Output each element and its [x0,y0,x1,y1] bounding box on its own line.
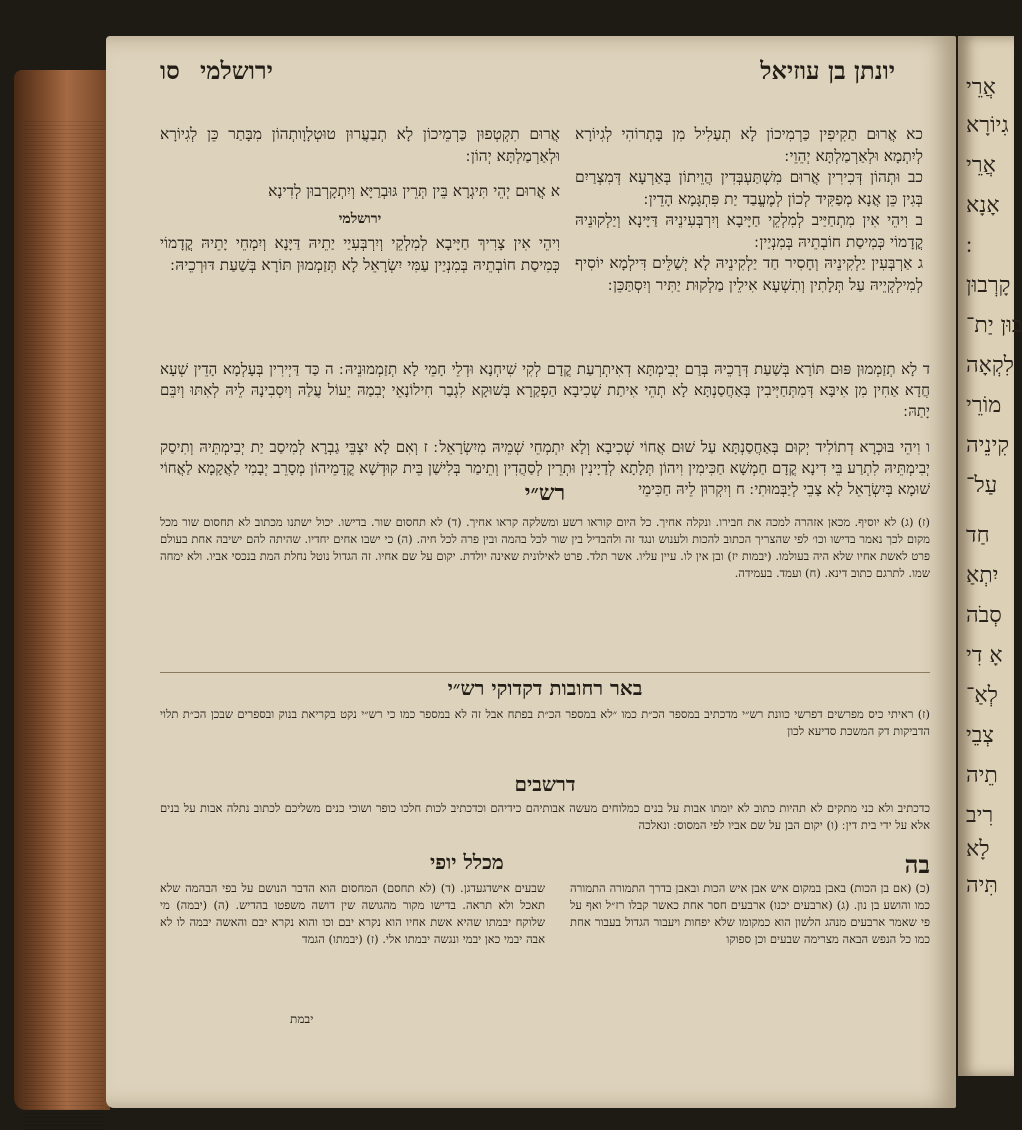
targum-yerushalmi-column [160,124,560,344]
facing-fragment: גִיוֹרָא [966,113,1009,138]
facing-fragment: עַל־ [966,473,998,498]
facing-fragment: לְאַ־ [966,683,998,708]
bottom-commentary [160,850,930,1050]
beer-rechovot-commentary: (ז) ראיתי כיס מפרשים דפרשי כוונת רש״י מדכתיב במספר הכ״ת כמו ״לא במספר הכ״ת בפתח אבל זה לא במספר כמו כי רש״י נקט בקריאת בנוק ובספרים שבכן הכ״ת תלוי הדביקות דק המשכת סדיעא לכון [160,707,930,738]
facing-fragment: מוֹרֵי [966,393,1002,418]
header-title-yerushalmi: ירושלמי [200,56,273,85]
yerushalmi-subheading: ירושלמי [338,210,382,227]
drash-commentary: כדכתיב ולא כני מתקים לא תהיות כתוב לא יומתו אבות על בנים כמלוחים מעשה אבותיהם כידיהם וכדכתיב לכות חלכו כופר ושוכי כנים משליכם לכתוב נתלה אבות על בנים אלא על ידי בית דין ׃ (ו) יקום הבן על שם אביו לפי המסוס ׃ ונאלכה [160,801,930,832]
divider [160,672,930,673]
facing-fragment: אָנָא [966,193,1000,218]
drash-heading: דרשבים [514,772,576,796]
verse-text: כב וּתְהוֹן דְּכִירִין אֲרוּם מִשְׁתַּעְבְּדִין הֲוֵיתוֹן בְּאַרְעָא דְּמִצְרַיִם בְּגִין כֵּן אֲנָא מְפַקִּיד לְכוֹן לְמֶעֱבַד יַת פִּתְגָּמָא הָדֵין ׃ [575,168,923,208]
facing-fragment: לִקְאָה [966,353,1014,378]
facing-fragment: צְבֵי [966,723,994,748]
facing-fragment: רִיב [966,803,994,828]
facing-fragment: סְבֹה [966,603,1002,628]
verse-text: ו וִיהֵי בּוּכְרָא דְתוֹלִיד יְקוּם בְּאַחֲסַנְתָּא עַל שׁוּם אֲחוֹי שְׁכִיבָא וְלָא יִתְמְחֵי שְׁמֵיהּ מִיִשְׂרָאֵל ׃ ז וְאִם לָא יִצְבֵּי גַבְרָא לְמִיסַב יַת יְבִימְתֵּיהּ וְתִיסַק יְבִימְתֵּיהּ לִתְרַע בֵּי דִינָא קֳדָם חַמְשָׁא חַכִּימִין וִיהוֹן תְּלָתָא לְדַיָינִין וּתְרֵין לְסַהֲדִין וְתֵימַר בְּלִישַׁן בֵּית קוּדְשָׁא קֳדָמֵיהוֹן מְסָרֵב יְבָמִי לַאֲקָמָא לַאֲחוֹי שׁוּמָא בְּיִשְׂרָאֵל לָא צָבֵי לְיַבְּמוּתִי ׃ ח וְיִקְרוּן לֵיהּ חַכִּימֵי [160,438,930,498]
facing-fragment: תֵיה [966,763,998,788]
facing-fragment: חַד [966,523,990,548]
verse-text: וִיהֵי אִין צָרִיךְ חַיָּיבָא לְמִלְקֵי וְיִרְבְּעִיַי יַתֵיהּ דַּיָּנָא וְיִמְחֵי יָתֵיהּ קֳדָמוֹי כְּמִיסַת חוֹבְתֵיהּ בְּמִנְיַין עַמִּי יִשְׂרָאֵל לָא תְּזַמְמוּן תּוֹרָא בְּשַׁעַת דּוּרְכֵיהּ ׃ [160,234,560,274]
commentary-column-right: (כ) (אם בן הכות) באבן במקום איש אבן איש הכות ובאבן בדרך התמורה התמורה כמו והושע בן נון. (ג) (ארבעים יכנו) ארבעים חסר אחת כאשר קבלו רז״ל ואף על פי שאמר ארבעים מנהג הלשון הוא כמקומו שלא יפחות ויעבור הגדול בעבור אחת כמו כל הנפש הבאה מצרימה שבעים וכן ספוקו [570,881,930,946]
facing-fragment: אָ דִי [966,643,1003,668]
beer-rechovot-heading: באר רחובות דקדוקי רש״י [447,676,643,700]
verse-text: ג אַרְבְּעִין יַלְקִינֵיהּ וְחָסִיר חַד יַלְקִינֵיהּ לָא יְשַׁלֵּים דִּילְמָא יוֹסִיף לְמִילְקְיֵיהּ עַל תְּלָתִין וְתִשְׁעָא אִילֵין מַלְקוּת יַתִּיר וְיִסְתַּכֵּן ׃ [575,254,923,294]
rashi-commentary: (ז) (ג) לא יוסיף. מכאן אזהרה למכה את חבירו. ונקלה אחיך. כל היום קוראו רשע ומשלקה קראו אחיך. (ד) לא תחסום שור. בדישו. יכול ישתנו מכתוב לא תחסום שור מכל מקום לכך נאמר בדישו וכו׳ לפי שהצריך הכתוב להכות ולענוש ונגד זה ולהבדיל בין שור לכל בהמה ובין פרה לכל חיה. (ה) כי ישבו אחים יחדיו. שהיתה להם ישיבה אחת בעולם פרט לאשת אחיו שלא היה בעולמו. (יבמות יז) ובן אין לו. עיין עליו. אשר תלד. פרט לאילונית שאינה יולדת. יקום על שם אחיו. זה הגדול נוטל נחלת המת בנכסי אביו. ולא ימחה שמו. לתרגם כתוב דינא. (ח) ועמד. בעמידה. [160,515,930,580]
facing-fragment: יִתְאַ [966,563,999,588]
facing-page [958,36,1022,1076]
facing-fragment: קִינֵיה [966,433,1010,458]
verse-text: אֲרוּם תִקְטְפוּן כַּרְמֵיכוֹן לָא תְבַעֲרוּן טוּטְלָוָותְהוֹן מִבָּתַר כֵּן לְגִיוֹרָא וּלְאַרְמַלְתָּא יְהוֹן ׃ [160,125,560,165]
facing-fragment: אֲרֵי [966,153,996,178]
page-number: סו [160,56,180,85]
page-edges [14,70,110,1110]
catchword: יבמת [290,1012,314,1026]
verse-text: כא אֲרוּם תַקִיפִין כַּרְמִיכוֹן לָא תְעַלִיל מִן בָּתְרוֹהִי לְגִיוֹרָא לְיִתְמָא וּלְאַרְמַלְתָּא יְהֵוֵי ׃ [575,125,923,165]
commentary-column-left: שבעים אישדגעדגן. (ד) (לא תחסם) המחסום הוא הדבר הנושם על בפי הבהמה שלא תאכל ולא תראה. בדישו מקור מהגושה שין דושה משפטו בהדיש. (ה) (יבמה) מי שלוקח יבמתו שהיא אשת אחיו הוא נקרא יבם וכו והוא נקרא יבם והאשה יבמה לו לא אבה יבמי כאן יבמי ונגשה יבמתו אלי. (ז) (יבמתו) הגמד [160,881,545,946]
michlal-yofi-heading: מכלל יופי [430,850,504,874]
facing-fragment: קָרְבוּן [966,273,1011,298]
running-header [160,56,895,90]
facing-fragment: לָא [966,837,990,862]
header-title-onkelos: יונתן בן עוזיאל [760,56,895,85]
rashi-heading: רש״י [524,480,566,506]
verse-text: ב וִיהֵי אִין מִתְחַיַּיב לְמִלְקֵי חַיָּיבָא וְיִרְבְּעִינֵיהּ דַּיָּינָא וְיַלְקוּנֵיהּ קֳדָמוֹי כְּמִיסַת חוֹבְתֵיהּ בְּמִנְיַין ׃ [575,211,923,251]
facing-fragment: בוּן יַת־ [966,313,1022,338]
verse-text: ד לָא תְזַמְמוּן פּוּם תּוֹרָא בְּשַׁעַת דְּרָכֵיהּ בְּרַם יְבִימְתָּא דְאִיתְרְעַת קֳדָם לְקִי שִׁיחְנָא וּדְלֵי חָמֵי לָא תְזַמְמוּנֵיהּ ׃ ה כַּד דַּיְירִין בְּעָלְמָא הָדֵין שְׁעָא חֲדָא אַחִין מִן אִיבָּא דְּמִתְּחַיְּיבִין בְּאַחֲסַנְתָּא לָא תְהֵי אִיתַת שְׁכִיבָא הַפְקַרָא בְּשׁוּקָא לִגְבַר חִילוֹנָאֵי יְבִמַהּ יֵעוֹל עֲלַהּ וְיִסְבִינָהּ לֵיהּ לְאִתּוּ וְיִבֵּם יָתַהּ ׃ [160,360,930,420]
verse-text: א אֲרוּם יְהֵי תִּיגְרָא בֵּין תְּרֵין גּוּבְרַיָּא וְיִתְקָרְבוּן לְדִינָא [268,182,560,200]
facing-fragment: אֲרֵי [966,75,996,100]
chapter-marker: בה [904,850,930,879]
facing-fragment: תִּיה [966,873,998,898]
